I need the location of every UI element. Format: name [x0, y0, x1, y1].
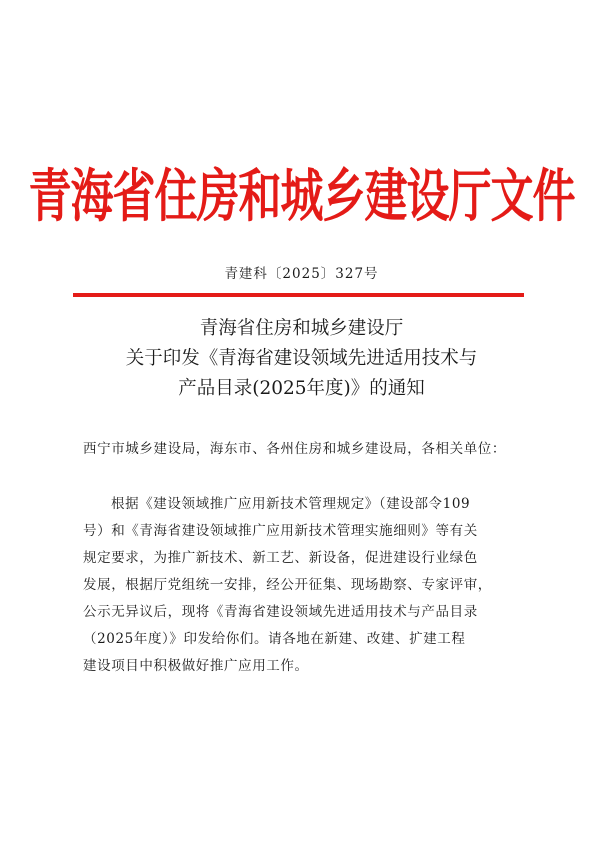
body-line: 规定要求，为推广新技术、新工艺、新设备，促进建设行业绿色 [83, 550, 478, 566]
red-divider-rule [73, 293, 524, 297]
notice-title [0, 314, 603, 404]
agency-document-header: 青海省住房和城乡建设厅文件 [28, 163, 575, 230]
document-number: 青建科〔2025〕327号 [224, 266, 379, 282]
body-line: （2025年度）》印发给你们。请各地在新建、改建、扩建工程 [83, 631, 466, 647]
notice-title-line: 产品目录(2025年度)》的通知 [178, 378, 425, 399]
addressee: 西宁市城乡建设局，海东市、各州住房和城乡建设局，各相关单位： [83, 441, 506, 457]
notice-title-line: 关于印发《青海省建设领域先进适用技术与 [125, 348, 478, 369]
body-line: 根据《建设领域推广应用新技术管理规定》（建设部令109 [111, 496, 471, 512]
body-line: 建设项目中积极做好推广应用工作。 [83, 658, 309, 674]
body-line: 公示无异议后，现将《青海省建设领域先进适用技术与产品目录 [83, 604, 478, 620]
body-paragraph [83, 491, 528, 680]
body-line: 发展，根据厅党组统一安排，经公开征集、现场勘察、专家评审， [83, 577, 492, 593]
body-line: 号）和《青海省建设领域推广应用新技术管理实施细则》等有关 [83, 523, 478, 539]
notice-title-line: 青海省住房和城乡建设厅 [199, 318, 404, 339]
